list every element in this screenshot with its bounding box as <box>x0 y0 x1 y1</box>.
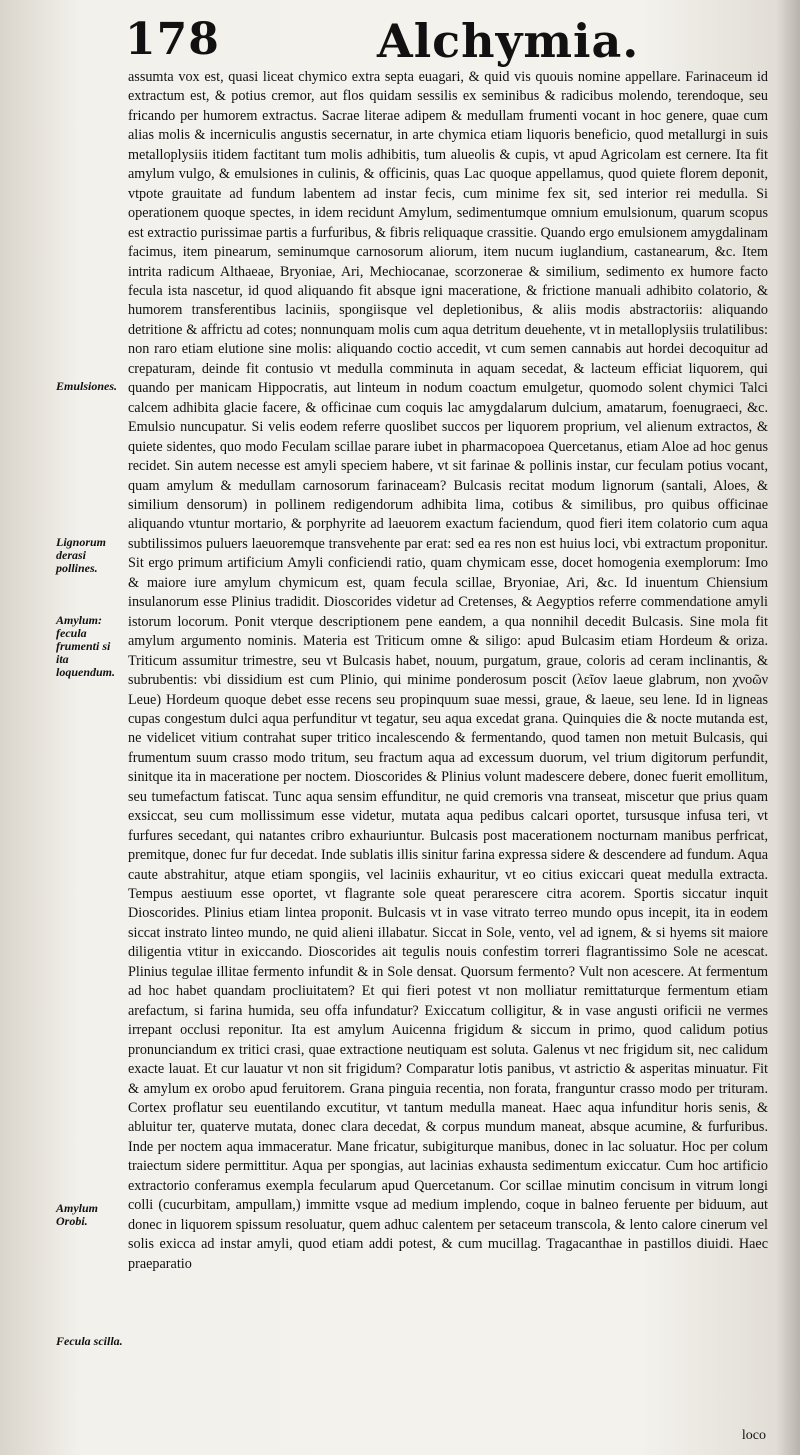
body-paragraph: assumta vox est, quasi liceat chymico extra septa euagari, & quid vis quouis nomine appellare. Farinaceum id extractum est, & potius cremor, aut flos quidam sessilis ex seminibus & radicibus molendo, terendoque, seu fricando per humorem extractus. Sacrae literae adipem & medullam frumenti vocant in hoc genere, quae cum alias molis & incerniculis angustis secernatur, in arte chymica etiam liquoris beneficio, quod metallurgi in suis metalloplysiis itidem factitant tum molis adhibitis, tum alueolis & cupis, vt apud Agricolam est cernere. Ita fit amylum vulgo, & emulsiones in culinis, & officinis, quas Lac quoque appellamus, quod quiete florem deponit, vtpote grauitate ad fundum labentem ad instar fecis, cum minime fex sit, sed interior rei medulla. Si operationem quoque spectes, in idem recidunt Amylum, sedimentumque omnium emulsionum, quarum scopus est extractio purissimae partis a furfuribus, & fibris reliquaque crassitie. Quando ergo emulsionem amygdalinam facimus, item pinearum, seminumque carnosorum aliorum, item nucum iuglandium, castanearum, &c. Item intrita radicum Althaeae, Bryoniae, Ari, Mechiocanae, scorzonerae & similium, sedimento ex humore facto fecula ista nascetur, id quod aliquando fit absque igni maceratione, & frictione manuali adhibito colatorio, & humorem transferentibus laciniis, spongiisque vel depletionibus, & aliis modis abstractoriis: aliquando detritione & affrictu ad cotes; nonnunquam molis cum aqua detritum deuehente, vt in metalloplysiis trulatilibus: non raro etiam elutione sine molis: aliquando coctio accedit, vt cum semen cannabis aut hordei decoquitur ad crepaturam, deinde fit contusio vt medulla comminuta in aquam secedat, & lacteum efficiat liquorem, qui quando per manicam Hippocratis, aut linteum in nodum coactum emulgetur, quomodo solent chymici Talci calcem adhibita glacie facere, & officinae cum coquis lac amygdalarum dulcium, amatarum, foenugraeci, &c. Emulsio nuncupatur. Si velis eodem referre quoslibet succos per liquorem proprium, vel alienum extractos, & quiete sidentes, quo modo Feculam scillae parare iubet in pharmacopoea Quercetanus, etiam Aloe ad hoc genus recidet. Sin autem necesse est amyli speciem habere, vt sit farinae & pollinis instar, cur feculam potius vocant, quam amylum & medullam carnosorum farinaceam? Bulcasis recitat modum lignorum (santali, Aloes, & similium densorum) in pollinem redigendorum adhibita lima, cotibus & similibus, pro quibus officinae aliquando vtuntur mortario, & porphyrite ad laeuorem exactum faciendum, quod fieri item colatorio cum aqua subtilissimos puluers laeuoremque transvehente par erat: sed ea res non est huius loci, vbi extractum proponitur. Sit ergo primum artificium Amyli conficiendi ratio, quam chymicam esse, docet homogenia exemplorum: Imo & maiore iure amylum chymicum est, quam fecula scillae, Bryoniae, Ari, &c. Id inuentum Chiensium insulanorum esse Plinius tradidit. Dioscorides videtur ad Cretenses, & Aegyptios referre commendatione amyli istorum locorum. Ponit vterque descriptionem pene eandem, a qua nonnihil decedit Bulcasis. Sine mola fit amylum argumento nominis. Materia est Triticum omne & siligo: apud Bulcasim etiam Hordeum & oriza. Triticum assumitur trimestre, seu vt Bulcasis habet, nouum, purgatum, graue, coloris ad ceram inclinantis, & subrubentis: vbi dissidium est cum Plinio, qui minime ponderosum poscit (λεῖον laeue glabrum, non χνοῶν Leue) Hordeum quoque debet esse recens seu propinquum suae messi, graue, & laeue, seu lene. Id in ligneas cupas congestum dulci aqua perfunditur vt tegatur, seu aqua excedat grana. Quinquies die & nocte mutanda est, ne videlicet vitium contrahat super tritico incalescendo & fermentando, quod tamen non metuit Bulcasis, qui frumentum suum crasso modo tritum, seu fractum aqua ad excessum duorum, vel trium digitorum perfundit, sinitque ita in maceratione per noctem. Dioscorides & Plinius volunt madescere debere, donec fuerit emollitum, seu tumefactum fatiscat. Tunc aqua sensim effunditur, ne quid cremoris vna transeat, miscetur que prius quam exsiccat, seu cum mollissimum esse videtur, mutata aqua pedibus calcari oportet, tursusque infusa teri, vt furfures secedant, qui natantes cribro exhauriuntur. Bulcasis post macerationem nocturnam manibus perfricat, premitque, donec fur fur decedat. Inde sublatis illis sinitur farina expressa sidere & descendere ad fundum. Aqua caute abstrahitur, atque etiam spongiis, vel laciniis exhauritur, vt eo citius exiccari queat medulla extracta. Tempus aestiuum esse oportet, vt flagrante sole queat perarescere citra acorem. Sportis siccatur inquit Dioscorides. Plinius etiam lintea proponit. Bulcasis vt in vase vitrato terreo mundo opus incepit, ita in eodem siccat instrato linteo mundo, ne quid alieni illabatur. Siccat in Sole, vento, vel ad ignem, & si hyems sit maiore diligentia vtitur in exiccando. Dioscorides ait tegulis nouis confestim torreri flagrantissimo Sole ne acescat. Plinius tegulae illitae fermento infundit & in Sole densat. Quorsum fermento? Vult non acescere. At fermentum ad hoc habet quandam procliuitatem? Et qui fieri potest vt non molliatur remittaturque fermentum etiam arefactum, si farina humida, seu offa infundatur? Exiccatum colligitur, & in vase angusti orificii ne vermes irrepant occlusi reponitur. Ita est amylum Auicenna frigidum & siccum in primo, quod calidum potius pronunciandum ex tritici crasi, quae extractione neutiquam est soluta. Galenus vt nec frigidum sit, nec calidum exacte lauat. Et cur lauatur vt non sit frigidum? Comparatur lotis panibus, vt astrictio & asperitas minuatur. Fit & amylum ex orobo apud feruitorem. Grana pinguia recentia, non forata, franguntur crasso modo per trituram. Cortex proflatur seu euentilando excutitur, vt tantum medulla maneat. Haec aqua infunditur horis senis, & abluitur ter, quaterve mutata, donec clara decedat, & corpus mundum maneat, absque acumine, & furfuribus. Inde per noctem aqua immaceratur. Mane fricatur, subigiturque manibus, donec in lac soluatur. Hoc per colum traiectum sidere permittitur. Aqua per spongias, aut lacinias exhausta sedimentum exiccatur. Cum hoc artificio extractorio conferamus exempla fecularum apud Quercetanum. Cor scillae minutim concisum in vitrum longi colli (cucurbitam, ampullam,) immitte vsque ad medium implendo, coque in balneo feruente per biduum, aut donec in liquorem spissum resoluatur, quem adhuc calentem per setaceum transcola, & lento calore cinerum vel solis exicca ad instar amyli, quod etiam addi potest, & cum mucillag. Tragacanthae in pastillos diuidi. Haec praeparatio <box>128 69 768 1272</box>
page-edge-shadow <box>776 0 800 1455</box>
sidenote-emulsiones: Emulsiones. <box>56 379 118 393</box>
sidenote-amylum-fecula: Amylum: fecula frumenti si ita loquendum. <box>56 613 116 679</box>
running-title: Alchymia. <box>377 14 640 68</box>
page-header <box>125 14 760 70</box>
sidenote-amylum-orobi: Amylum Orobi. <box>56 1201 99 1228</box>
sidenote-lignorum: Lignorum derasi pollines. <box>56 535 107 575</box>
page-number: 178 <box>125 14 220 65</box>
catchword: loco <box>741 1428 766 1443</box>
sidenote-fecula-scilla: Fecula scilla. <box>56 1334 123 1348</box>
main-text-column <box>128 68 768 1274</box>
